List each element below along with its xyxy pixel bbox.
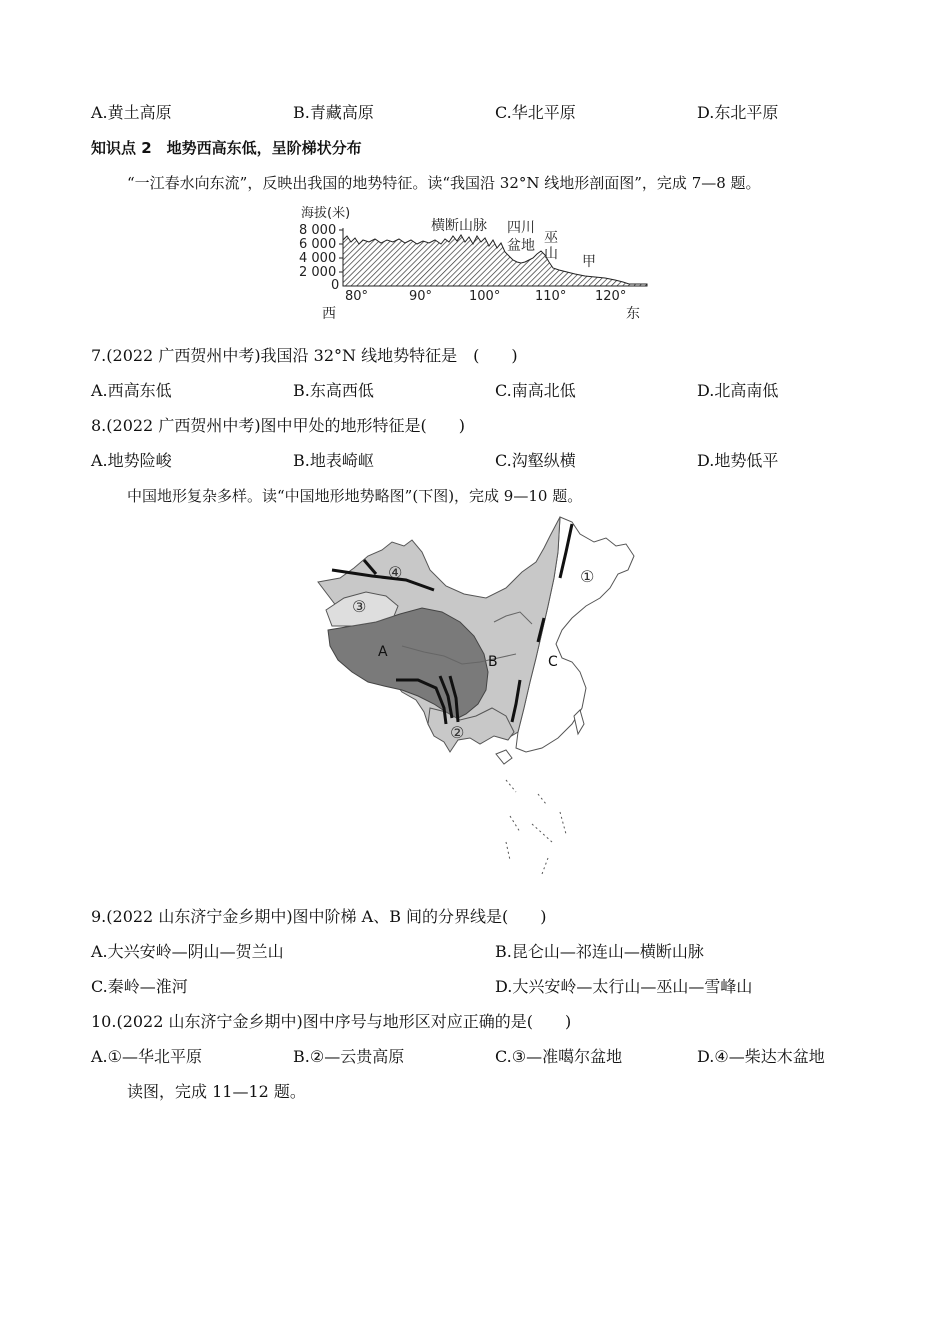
label-wushan-1: 巫 [544,230,558,246]
label-wushan-2: 山 [544,246,558,262]
intro-11-12: 读图，完成 11—12 题。 [127,1082,306,1101]
label-hengduan: 横断山脉 [431,218,487,234]
q7-option-a: A.西高东低 [91,381,172,400]
q9-option-d: D.大兴安岭—太行山—巫山—雪峰山 [495,977,753,996]
q9-option-b: B.昆仑山—祁连山—横断山脉 [495,942,704,961]
q9-stem: 9.(2022 山东济宁金乡期中)图中阶梯 A、B 间的分界线是( ) [91,907,547,926]
q10-option-c: C.③—准噶尔盆地 [495,1047,623,1066]
q7-option-b: B.东高西低 [293,381,374,400]
map-label-4: ④ [388,563,403,582]
q6-option-d: D.东北平原 [697,103,779,122]
label-jia: 甲 [582,254,596,270]
china-terrain-map [310,512,650,884]
x-tick-100: 100° [469,289,501,304]
y-tick-8000: 8 000 [299,223,337,238]
x-tick-110: 110° [535,289,567,304]
map-label-b: B [488,654,498,670]
intro-7-8: “一江春水向东流”，反映出我国的地势特征。读“我国沿 32°N 线地形剖面图”，完成 7—8 题。 [127,174,761,192]
terrain-profile-area [343,235,647,286]
west-label: 西 [322,306,336,322]
map-label-c: C [548,654,558,670]
section-title: 知识点 2 地势西高东低，呈阶梯状分布 [91,139,362,157]
q7-stem: 7.(2022 广西贺州中考)我国沿 32°N 线地势特征是 ( ) [91,346,518,365]
y-tick-6000: 6 000 [299,237,337,252]
q10-option-b: B.②—云贵高原 [293,1047,405,1066]
q6-option-b: B.青藏高原 [293,103,374,122]
x-tick-80: 80° [345,289,369,304]
q8-option-b: B.地表崎岖 [293,451,374,470]
q9-option-c: C.秦岭—淮河 [91,977,188,996]
q8-stem: 8.(2022 广西贺州中考)图中甲处的地形特征是( ) [91,416,466,435]
terrain-profile-figure [295,200,655,325]
y-tick-2000: 2 000 [299,265,337,280]
map-label-2: ② [450,723,465,742]
q9-option-a: A.大兴安岭—阴山—贺兰山 [91,942,284,961]
hainan-island [496,750,512,764]
east-label: 东 [626,306,640,322]
label-sichuan-2: 盆地 [507,238,535,254]
map-label-1: ① [580,567,595,586]
q6-option-a: A.黄土高原 [91,103,172,122]
q7-option-d: D.北高南低 [697,381,779,400]
y-tick-4000: 4 000 [299,251,337,266]
x-tick-120: 120° [595,289,627,304]
intro-9-10: 中国地形复杂多样。读“中国地形地势略图”(下图)，完成 9—10 题。 [127,487,583,505]
q8-option-c: C.沟壑纵横 [495,451,576,470]
x-tick-90: 90° [409,289,433,304]
y-tick-0: 0 [331,278,340,293]
map-label-3: ③ [352,597,367,616]
q10-stem: 10.(2022 山东济宁金乡期中)图中序号与地形区对应正确的是( ) [91,1012,572,1031]
q10-option-a: A.①—华北平原 [91,1047,202,1066]
y-axis-title: 海拔(米) [301,206,351,221]
label-sichuan-1: 四川 [507,220,535,236]
q10-option-d: D.④—柴达木盆地 [697,1047,825,1066]
q6-option-c: C.华北平原 [495,103,576,122]
q7-option-c: C.南高北低 [495,381,576,400]
q8-option-a: A.地势险峻 [91,451,172,470]
map-label-a: A [378,644,388,660]
q8-option-d: D.地势低平 [697,451,779,470]
south-sea-islands [506,780,566,874]
